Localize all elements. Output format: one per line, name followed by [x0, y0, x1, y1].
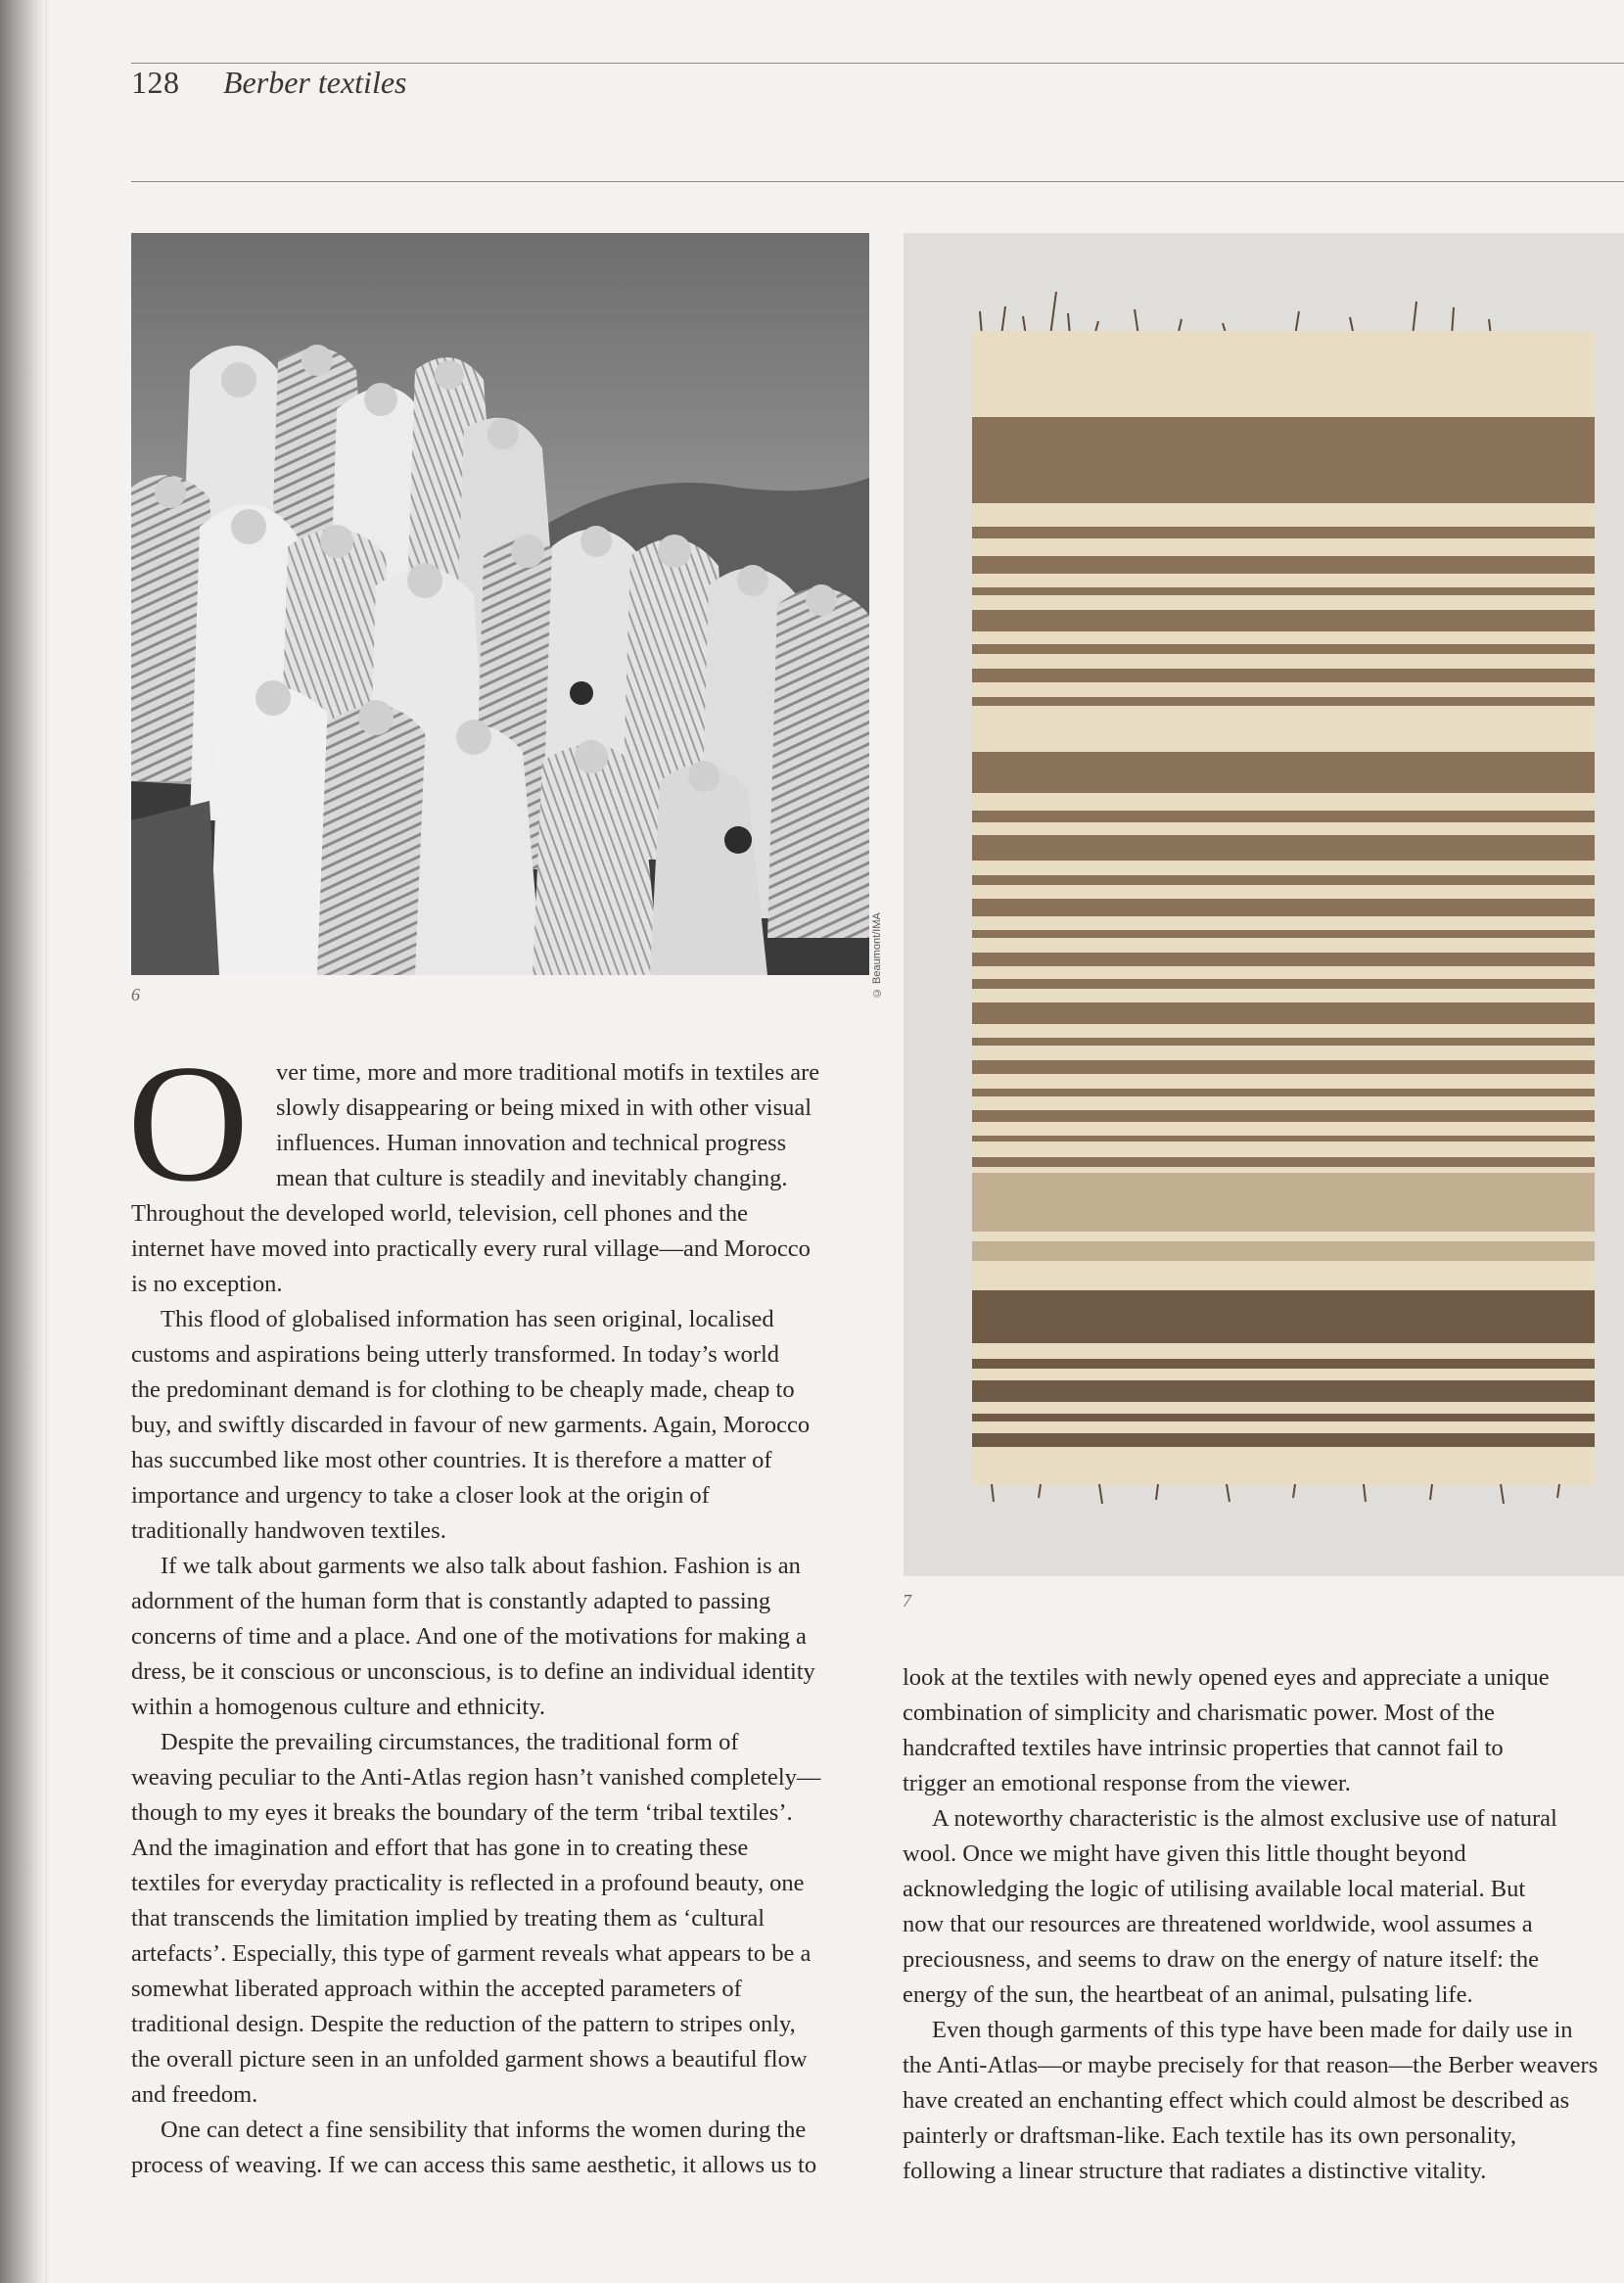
text-line: A noteworthy characteristic is the almost exclusive use of natural [932, 1805, 1557, 1832]
text-line: and freedom. [131, 2081, 258, 2108]
text-line: acknowledging the logic of utilising available local material. But [903, 1876, 1526, 1902]
text-line: process of weaving. If we can access this same aesthetic, it allows us to [131, 2152, 817, 2178]
text-line: energy of the sun, the heartbeat of an animal, pulsating life. [903, 1981, 1473, 2008]
text-line: handcrafted textiles have intrinsic properties that cannot fail to [903, 1735, 1504, 1761]
text-line: slowly disappearing or being mixed in with other visual [276, 1095, 812, 1121]
body-column-right [903, 1660, 1624, 2189]
text-line: One can detect a fine sensibility that informs the women during the [161, 2117, 807, 2143]
page-gutter [45, 0, 49, 2283]
text-line: preciousness, and seems to draw on the energy of nature itself: the [903, 1946, 1539, 1973]
running-title: Berber textiles [223, 65, 407, 100]
text-line: has succumbed like most other countries. It is therefore a matter of [131, 1447, 772, 1473]
text-line: painterly or draftsman-like. Each textile has its own personality, [903, 2122, 1517, 2149]
text-line: following a linear structure that radiates a distinctive vitality. [903, 2158, 1487, 2184]
text-line: trigger an emotional response from the viewer. [903, 1770, 1351, 1796]
text-line: weaving peculiar to the Anti-Atlas region hasn’t vanished completely— [131, 1764, 821, 1791]
text-line: This flood of globalised information has seen original, localised [161, 1306, 774, 1332]
header-rule-bottom [131, 181, 1624, 182]
book-spine-shadow [0, 0, 45, 2283]
text-line: the Anti-Atlas—or maybe precisely for that reason—the Berber weavers [903, 2052, 1599, 2078]
drop-cap: O [127, 1031, 250, 1217]
body-column-left [131, 1055, 875, 2183]
figure-6-photograph [131, 233, 869, 975]
text-line: mean that culture is steadily and inevitably changing. [276, 1165, 788, 1191]
text-line: the overall picture seen in an unfolded garment shows a beautiful flow [131, 2046, 808, 2073]
text-line: is no exception. [131, 1271, 283, 1297]
text-line: influences. Human innovation and technical progress [276, 1130, 787, 1156]
text-line: textiles for everyday practicality is reflected in a profound beauty, one [131, 1870, 805, 1896]
text-line: Despite the prevailing circumstances, the traditional form of [161, 1729, 739, 1755]
text-line: traditionally handwoven textiles. [131, 1517, 446, 1544]
text-line: that transcends the limitation implied by treating them as ‘cultural [131, 1905, 766, 1932]
text-line: though to my eyes it breaks the boundary of the term ‘tribal textiles’. [131, 1799, 793, 1826]
text-line: traditional design. Despite the reduction of the pattern to stripes only, [131, 2011, 796, 2037]
text-line: have created an enchanting effect which could almost be described as [903, 2087, 1570, 2114]
text-line: importance and urgency to take a closer look at the origin of [131, 1482, 710, 1509]
figure-6-number: 6 [131, 985, 140, 1004]
text-line: buy, and swiftly discarded in favour of new garments. Again, Morocco [131, 1412, 811, 1438]
photograph-striped-woven-textile-icon [904, 233, 1624, 1576]
text-line: Even though garments of this type have been made for daily use in [932, 2017, 1573, 2043]
text-line: If we talk about garments we also talk about fashion. Fashion is an [161, 1553, 801, 1579]
page-number: 128 [131, 65, 180, 100]
figure-7-number: 7 [903, 1591, 911, 1610]
text-line: now that our resources are threatened worldwide, wool assumes a [903, 1911, 1533, 1937]
text-line: the predominant demand is for clothing to be cheaply made, cheap to [131, 1376, 795, 1403]
text-line: And the imagination and effort that has gone in to creating these [131, 1835, 749, 1861]
text-line: Throughout the developed world, television, cell phones and the [131, 1200, 749, 1227]
photo-credit: © Beaumont/IMA [871, 912, 883, 999]
text-line: artefacts’. Especially, this type of garment reveals what appears to be a [131, 1940, 812, 1967]
text-line: dress, be it conscious or unconscious, is to define an individual identity [131, 1658, 815, 1685]
text-line: concerns of time and a place. And one of the motivations for making a [131, 1623, 807, 1650]
text-line: look at the textiles with newly opened eyes and appreciate a unique [903, 1664, 1550, 1691]
text-line: internet have moved into practically every rural village—and Morocco [131, 1235, 811, 1262]
header-rule-top [131, 63, 1624, 64]
text-line: wool. Once we might have given this little thought beyond [903, 1840, 1466, 1867]
photograph-berber-women-in-striped-shawls-icon [131, 233, 869, 975]
text-line: customs and aspirations being utterly transformed. In today’s world [131, 1341, 780, 1368]
figure-7-photograph [904, 233, 1624, 1576]
text-line: somewhat liberated approach within the accepted parameters of [131, 1976, 742, 2002]
text-line: adornment of the human form that is constantly adapted to passing [131, 1588, 771, 1614]
text-line: combination of simplicity and charismatic power. Most of the [903, 1700, 1495, 1726]
text-line: ver time, more and more traditional motifs in textiles are [276, 1059, 820, 1086]
text-line: within a homogenous culture and ethnicity. [131, 1694, 545, 1720]
